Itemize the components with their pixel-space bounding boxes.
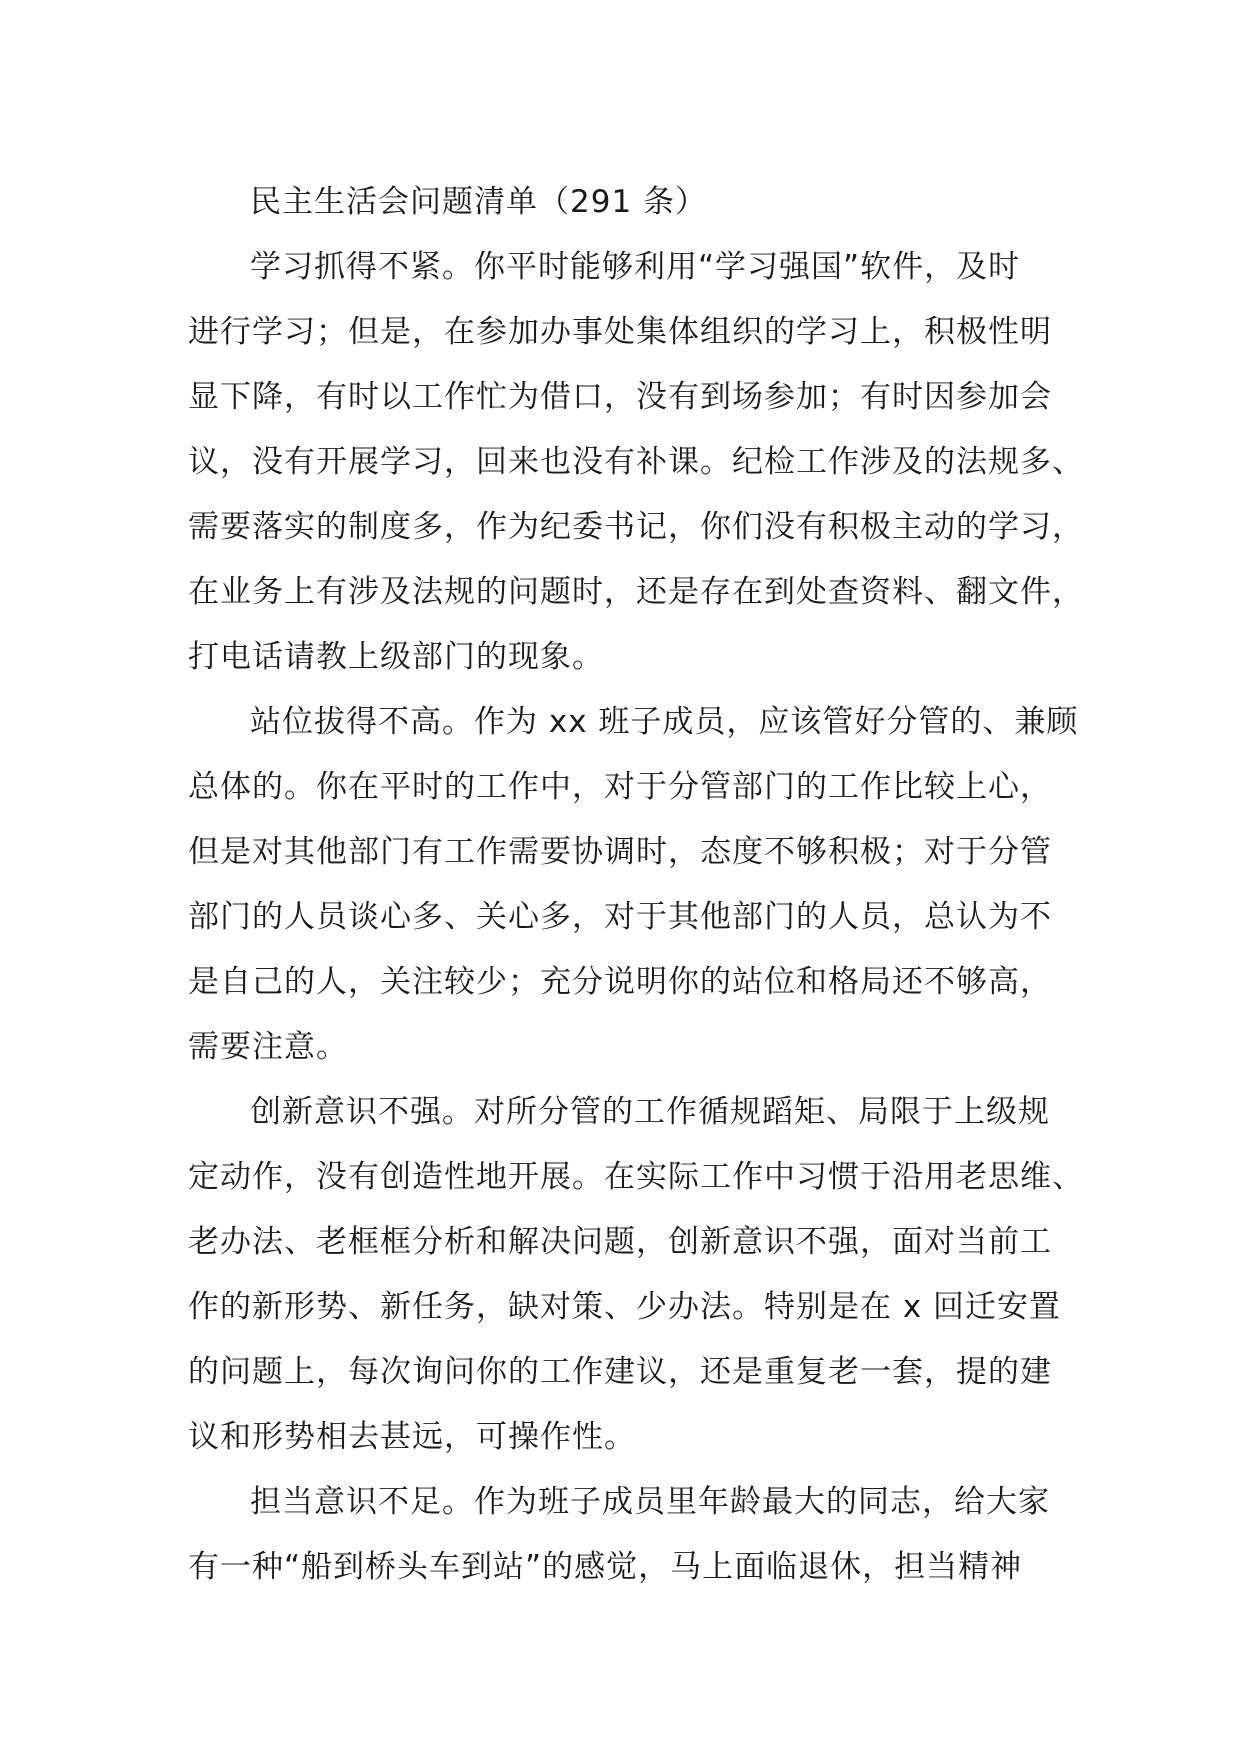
text-line: 在业务上有涉及法规的问题时，还是存在到处查资料、翻文件， (188, 574, 1084, 610)
text-line: 作的新形势、新任务，缺对策、少办法。特别是在 x 回迁安置 (188, 1289, 1062, 1325)
text-line: 进行学习；但是，在参加办事处集体组织的学习上，积极性明 (188, 314, 1052, 350)
text-line: 显下降，有时以工作忙为借口，没有到场参加；有时因参加会 (188, 379, 1052, 415)
text-line: 总体的。你在平时的工作中，对于分管部门的工作比较上心， (188, 769, 1052, 805)
text-line: 担当意识不足。作为班子成员里年龄最大的同志，给大家 (250, 1484, 1050, 1520)
text-line: 有一种“船到桥头车到站”的感觉，马上面临退休，担当精神 (188, 1549, 1023, 1585)
document-body (188, 170, 1088, 1600)
text-line: 但是对其他部门有工作需要协调时，态度不够积极；对于分管 (188, 834, 1052, 870)
text-line: 老办法、老框框分析和解决问题，创新意识不强，面对当前工 (188, 1224, 1052, 1260)
text-line: 议和形势相去甚远，可操作性。 (188, 1419, 636, 1455)
text-line: 学习抓得不紧。你平时能够利用“学习强国”软件，及时 (250, 249, 1021, 285)
text-line: 议，没有开展学习，回来也没有补课。纪检工作涉及的法规多、 (188, 444, 1084, 480)
text-line: 部门的人员谈心多、关心多，对于其他部门的人员，总认为不 (188, 899, 1052, 935)
text-line: 的问题上，每次询问你的工作建议，还是重复老一套，提的建 (188, 1354, 1052, 1390)
text-line: 需要注意。 (188, 1029, 348, 1065)
text-line: 站位拔得不高。作为 xx 班子成员，应该管好分管的、兼顾 (250, 704, 1079, 740)
text-line: 是自己的人，关注较少；充分说明你的站位和格局还不够高， (188, 964, 1052, 1000)
text-line: 打电话请教上级部门的现象。 (188, 639, 604, 675)
text-line: 创新意识不强。对所分管的工作循规蹈矩、局限于上级规 (250, 1094, 1050, 1130)
document-title: 民主生活会问题清单（291 条） (250, 184, 708, 220)
text-line: 定动作，没有创造性地开展。在实际工作中习惯于沿用老思维、 (188, 1159, 1084, 1195)
text-line: 需要落实的制度多，作为纪委书记，你们没有积极主动的学习， (188, 509, 1084, 545)
